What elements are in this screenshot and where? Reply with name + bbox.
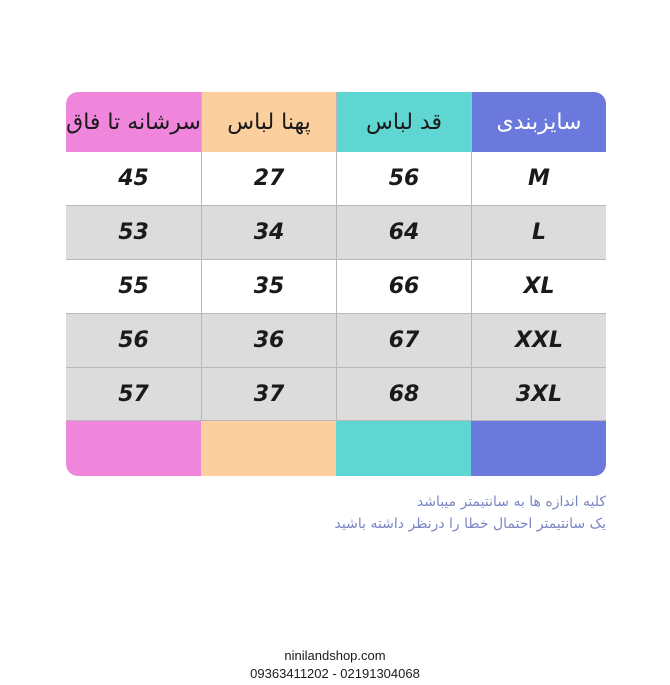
note-line-1: کلیه اندازه ها به سانتیمتر میباشد — [416, 494, 606, 510]
phone-numbers: 09363411202 - 02191304068 — [250, 666, 420, 681]
shoulder-cell: 55 — [66, 260, 201, 314]
size-cell: XXL — [471, 314, 606, 368]
size-cell: L — [471, 206, 606, 260]
size-cell: XL — [471, 260, 606, 314]
shoulder-cell: 45 — [66, 152, 201, 206]
website-text: ninilandshop.com — [284, 648, 386, 663]
length-cell: 68 — [336, 368, 471, 421]
width-cell: 27 — [201, 152, 336, 206]
header-length: قد لباس — [336, 92, 471, 152]
footer-size-color — [471, 421, 606, 476]
size-table — [66, 92, 606, 476]
footer-length-color — [336, 421, 471, 476]
header-width: پهنا لباس — [201, 92, 336, 152]
footer-shoulder-color — [66, 421, 201, 476]
header-shoulder: سرشانه تا فاق — [66, 92, 201, 152]
shoulder-cell: 57 — [66, 368, 201, 421]
length-cell: 64 — [336, 206, 471, 260]
footer-width-color — [201, 421, 336, 476]
header-size: سایزبندی — [471, 92, 606, 152]
width-cell: 34 — [201, 206, 336, 260]
width-cell: 36 — [201, 314, 336, 368]
note-line-2: یک سانتیمتر احتمال خطا را درنظر داشته باشید — [334, 516, 606, 532]
shoulder-cell: 56 — [66, 314, 201, 368]
length-cell: 66 — [336, 260, 471, 314]
length-cell: 67 — [336, 314, 471, 368]
width-cell: 35 — [201, 260, 336, 314]
length-cell: 56 — [336, 152, 471, 206]
width-cell: 37 — [201, 368, 336, 421]
size-cell: M — [471, 152, 606, 206]
size-cell: 3XL — [471, 368, 606, 421]
shoulder-cell: 53 — [66, 206, 201, 260]
